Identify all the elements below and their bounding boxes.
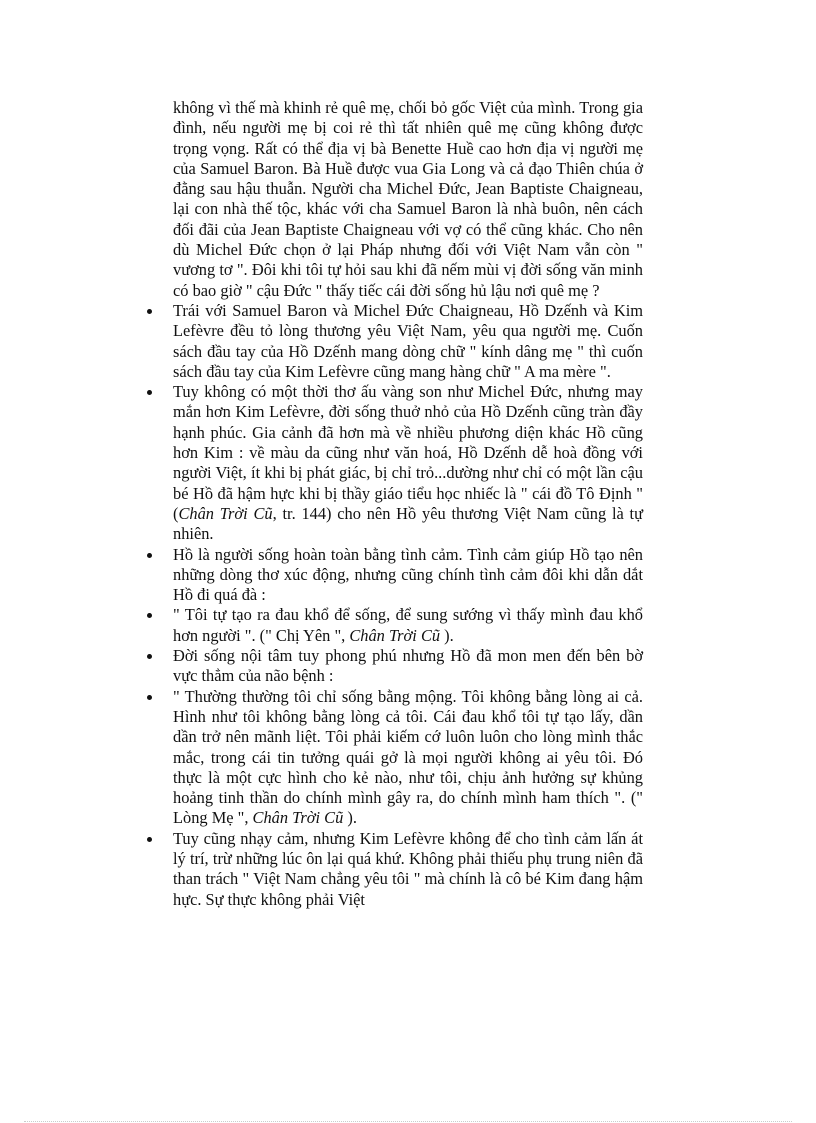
bullet-icon — [147, 553, 152, 558]
bullet-icon — [147, 695, 152, 700]
bullet-list — [173, 301, 643, 910]
list-item-text: Tuy cũng nhạy cảm, nhưng Kim Lefèvre không để cho tình cảm lấn át lý trí, trừ những lúc ôn lại quá khứ. Không phải thiếu phụ trung niên đã than trách " Việt Nam chẳng yêu tôi " mà chính là cô bé Kim đang hậm hực. Sự thực không phải Việt — [173, 828, 643, 909]
list-item-text: , tr. 144) cho nên Hồ yêu thương Việt Nam cũng là tự nhiên. — [173, 503, 643, 544]
bullet-icon — [147, 837, 152, 842]
list-item-text: ). — [440, 625, 454, 645]
list-item — [173, 382, 643, 544]
book-title: Chân Trời Cũ — [252, 808, 344, 828]
bullet-icon — [147, 654, 152, 659]
list-item — [173, 545, 643, 606]
list-item-text: Hồ là người sống hoàn toàn bằng tình cảm. Tình cảm giúp Hồ tạo nên những dòng thơ xúc động, nhưng cũng chính tình cảm đôi khi dẫn dắt Hồ đi quá đà : — [173, 544, 643, 605]
book-title: Chân Trời Cũ — [349, 625, 441, 645]
list-item — [173, 301, 643, 382]
list-item-text: ). — [343, 808, 357, 828]
intro-paragraph: không vì thế mà khinh rẻ quê mẹ, chối bỏ gốc Việt của mình. Trong gia đình, nếu người mẹ bị coi rẻ thì tất nhiên quê mẹ cũng không được trọng vọng. Rất có thể địa vị bà Benette Huề cao hơn địa vị người mẹ của Samuel Baron. Bà Huề được vua Gia Long và cả đạo Thiên chúa ở đằng sau hậu thuẫn. Người cha Michel Đức, Jean Baptiste Chaigneau, lại con nhà thế tộc, khác với cha Samuel Baron là nhà buôn, nên cách đối đãi của Jean Baptiste Chaigneau với vợ có thể cũng khác. Cho nên dù Michel Đức chọn ở lại Pháp nhưng đối với Việt Nam vẫn còn " vương tơ ". Đôi khi tôi tự hỏi sau khi đã nếm mùi vị đời sống văn minh có bao giờ " cậu Đức " thấy tiếc cái đời sống hủ lậu nơi quê mẹ ? — [173, 98, 643, 300]
list-item-text: Trái với Samuel Baron và Michel Đức Chaigneau, Hồ Dzếnh và Kim Lefèvre đều tỏ lòng thương yêu Việt Nam, yêu qua người mẹ. Cuốn sách đầu tay của Hồ Dzếnh mang dòng chữ " kính dâng mẹ " thì cuốn sách đầu tay của Kim Lefèvre cũng mang hàng chữ " A ma mère ". — [173, 300, 643, 381]
bullet-icon — [147, 309, 152, 314]
list-item-text: Đời sống nội tâm tuy phong phú nhưng Hồ đã mon men đến bên bờ vực thẳm của não bệnh : — [173, 646, 643, 686]
bullet-icon — [147, 613, 152, 618]
list-item-text: " Tôi tự tạo ra đau khổ để sống, để sung sướng vì thấy mình đau khổ hơn người ". (" Chị Yên ", — [173, 605, 643, 645]
list-item — [173, 646, 643, 687]
page-bottom-divider — [24, 1121, 792, 1122]
book-title: Chân Trời Cũ — [178, 503, 273, 523]
list-item — [173, 605, 643, 646]
list-item-text: Tuy không có một thời thơ ấu vàng son như Michel Đức, nhưng may mắn hơn Kim Lefèvre, đời sống thuở nhỏ của Hồ Dzếnh cũng tràn đầy hạnh phúc. Gia cảnh đã hơn mà về nhiều phương diện khác Hồ cũng hơn Kim : về màu da cũng như văn hoá, Hồ Dzếnh dễ hoà đồng với người Việt, ít khi bị phát giác, bị chỉ trỏ...dường như chỉ có một lần cậu bé Hồ đã hậm hực khi bị thầy giáo tiểu học nhiếc là " cái đồ Tô Định " ( — [173, 382, 643, 523]
list-item — [173, 687, 643, 829]
document-body — [173, 98, 643, 910]
list-item — [173, 829, 643, 910]
list-item-text: " Thường thường tôi chỉ sống bằng mộng. Tôi không bằng lòng ai cả. Hình như tôi không bằng lòng cả tôi. Cái đau khổ tôi tự tạo lấy, dần dần trở nên mãnh liệt. Tôi phải kiếm cớ luôn luôn cho lòng mình thắc mắc, trong cái tin tưởng quái gở là mọi người không ai yêu tôi. Đó thực là một cực hình cho kẻ nào, như tôi, chịu ảnh hưởng sự khủng hoảng tinh thần do chính mình gây ra, do chính mình ham thích ". (" Lòng Mẹ ", — [173, 686, 643, 828]
bullet-icon — [147, 390, 152, 395]
